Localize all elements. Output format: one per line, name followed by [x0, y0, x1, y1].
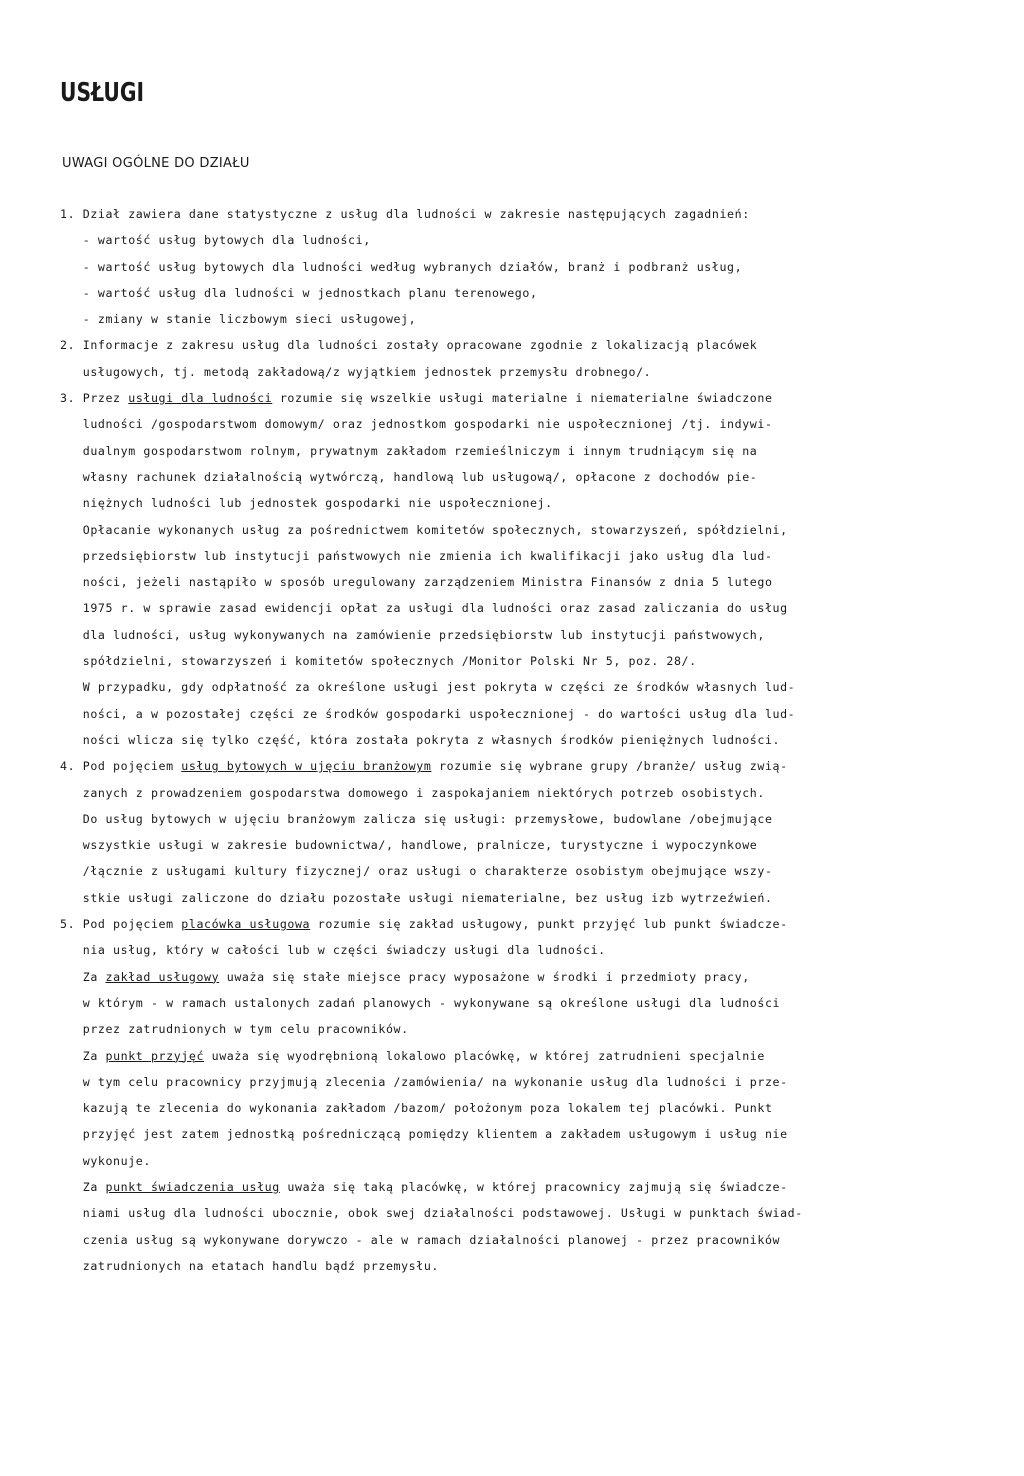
text-line: kazują te zlecenia do wykonania zakładom /bazom/ położonym poza lokalem tej placówki. Punkt	[60, 1101, 773, 1116]
text-segment: uważa się wyodrębnioną lokalowo placówkę, w której zatrudnieni specjalnie	[204, 1048, 765, 1063]
section-heading: UWAGI OGÓLNE DO DZIAŁU	[62, 156, 250, 171]
text-line: - zmiany w stanie liczbowym sieci usługowej,	[60, 312, 417, 327]
text-line: dualnym gospodarstwom rolnym, prywatnym zakładom rzemieślniczym i innym trudniącym się na	[60, 443, 758, 458]
text-segment: Za	[60, 1179, 106, 1194]
text-line: /łącznie z usługami kultury fizycznej/ oraz usługi o charakterze osobistym obejmujące wszy-	[60, 864, 773, 879]
document-body	[60, 201, 960, 1279]
text-line: nia usług, który w całości lub w części świadczy usługi dla ludności.	[60, 943, 606, 958]
text-line: w tym celu pracownicy przyjmują zlecenia /zamówienia/ na wykonanie usług dla ludności i prze-	[60, 1074, 788, 1089]
text-line: ludności /gospodarstwom domowym/ oraz jednostkom gospodarki nie uspołecznionej /tj. indywi-	[60, 417, 773, 432]
text-line	[60, 1174, 960, 1200]
text-segment: rozumie się zakład usługowy, punkt przyjęć lub punkt świadcze-	[310, 917, 788, 932]
text-line: - wartość usług dla ludności w jednostkach planu terenowego,	[60, 285, 538, 300]
defined-term: usługi dla ludności	[128, 391, 273, 406]
text-line: ności, jeżeli nastąpiło w sposób uregulowany zarządzeniem Ministra Finansów z dnia 5 lutego	[60, 575, 773, 590]
text-line: zanych z prowadzeniem gospodarstwa domowego i zaspokajaniem niektórych potrzeb osobistych.	[60, 785, 765, 800]
text-line: ności, a w pozostałej części ze środków gospodarki uspołecznionej - do wartości usług dla lud-	[60, 706, 796, 721]
text-line	[60, 964, 960, 990]
text-segment: Za	[60, 969, 106, 984]
text-segment: 5. Pod pojęciem	[60, 917, 182, 932]
text-line: przez zatrudnionych w tym celu pracowników.	[60, 1022, 409, 1037]
page-title: USŁUGI	[60, 78, 145, 108]
defined-term: usług bytowych w ujęciu branżowym	[181, 759, 432, 774]
text-line	[60, 911, 960, 937]
text-segment: 3. Przez	[60, 391, 129, 406]
defined-term: punkt świadczenia usług	[105, 1179, 280, 1194]
text-line: stkie usługi zaliczone do działu pozostałe usługi niematerialne, bez usług izb wytrzeźwień.	[60, 890, 773, 905]
text-line: niężnych ludności lub jednostek gospodarki nie uspołecznionej.	[60, 496, 553, 511]
defined-term: punkt przyjęć	[105, 1048, 205, 1063]
text-segment: 4. Pod pojęciem	[60, 759, 182, 774]
text-segment: uważa się taką placówkę, w której pracownicy zajmują się świadcze-	[279, 1179, 788, 1194]
defined-term: placówka usługowa	[181, 917, 311, 932]
text-line: usługowych, tj. metodą zakładową/z wyjątkiem jednostek przemysłu drobnego/.	[60, 364, 652, 379]
text-line: 1975 r. w sprawie zasad ewidencji opłat za usługi dla ludności oraz zasad zaliczania do usług	[60, 601, 788, 616]
text-line: wykonuje.	[60, 1153, 151, 1168]
text-line: Opłacanie wykonanych usług za pośrednictwem komitetów społecznych, stowarzyszeń, spółdzielni,	[60, 522, 788, 537]
text-line: 1. Dział zawiera dane statystyczne z usług dla ludności w zakresie następujących zagadnień:	[60, 207, 750, 221]
text-line: 2. Informacje z zakresu usług dla ludności zostały opracowane zgodnie z lokalizacją placówek	[60, 338, 758, 353]
text-line: zatrudnionych na etatach handlu bądź przemysłu.	[60, 1258, 440, 1273]
text-line: czenia usług są wykonywane dorywczo - ale w ramach działalności planowej - przez pracowników	[60, 1232, 781, 1247]
text-line: przedsiębiorstw lub instytucji państwowych nie zmienia ich kwalifikacji jako usług dla lud-	[60, 548, 773, 563]
text-line: spółdzielni, stowarzyszeń i komitetów społecznych /Monitor Polski Nr 5, poz. 28/.	[60, 654, 697, 669]
text-segment: rozumie się wszelkie usługi materialne i niematerialne świadczone	[272, 391, 773, 406]
text-line: W przypadku, gdy odpłatność za określone usługi jest pokryta w części ze środków własnych lud-	[60, 680, 796, 695]
text-line: wszystkie usługi w zakresie budownictwa/, handlowe, pralnicze, turystyczne i wypoczynkowe	[60, 838, 758, 853]
text-line: przyjęć jest zatem jednostką pośredniczącą pomiędzy klientem a zakładem usługowym i usług nie	[60, 1127, 788, 1142]
text-line	[60, 753, 960, 779]
text-segment: uważa się stałe miejsce pracy wyposażone w środki i przedmioty pracy,	[219, 969, 750, 984]
text-line: - wartość usług bytowych dla ludności,	[60, 233, 371, 248]
text-segment: Za	[60, 1048, 106, 1063]
defined-term: zakład usługowy	[105, 969, 220, 984]
text-line: własny rachunek działalnością wytwórczą, handlową lub usługową/, opłacone z dochodów pie-	[60, 469, 758, 484]
text-line: niami usług dla ludności ubocznie, obok swej działalności podstawowej. Usługi w punktach świad-	[60, 1206, 803, 1221]
text-line	[60, 1043, 960, 1069]
text-line: Do usług bytowych w ujęciu branżowym zalicza się usługi: przemysłowe, budowlane /obejmujące	[60, 811, 773, 826]
text-segment: rozumie się wybrane grupy /branże/ usług zwią-	[431, 759, 788, 774]
text-line: dla ludności, usług wykonywanych na zamówienie przedsiębiorstw lub instytucji państwowych,	[60, 627, 765, 642]
text-line	[60, 385, 960, 411]
text-line: - wartość usług bytowych dla ludności według wybranych działów, branż i podbranż usług,	[60, 259, 743, 274]
text-line: w którym - w ramach ustalonych zadań planowych - wykonywane są określone usługi dla ludności	[60, 995, 781, 1010]
text-line: ności wlicza się tylko część, która została pokryta z własnych środków pieniężnych ludności.	[60, 732, 781, 747]
